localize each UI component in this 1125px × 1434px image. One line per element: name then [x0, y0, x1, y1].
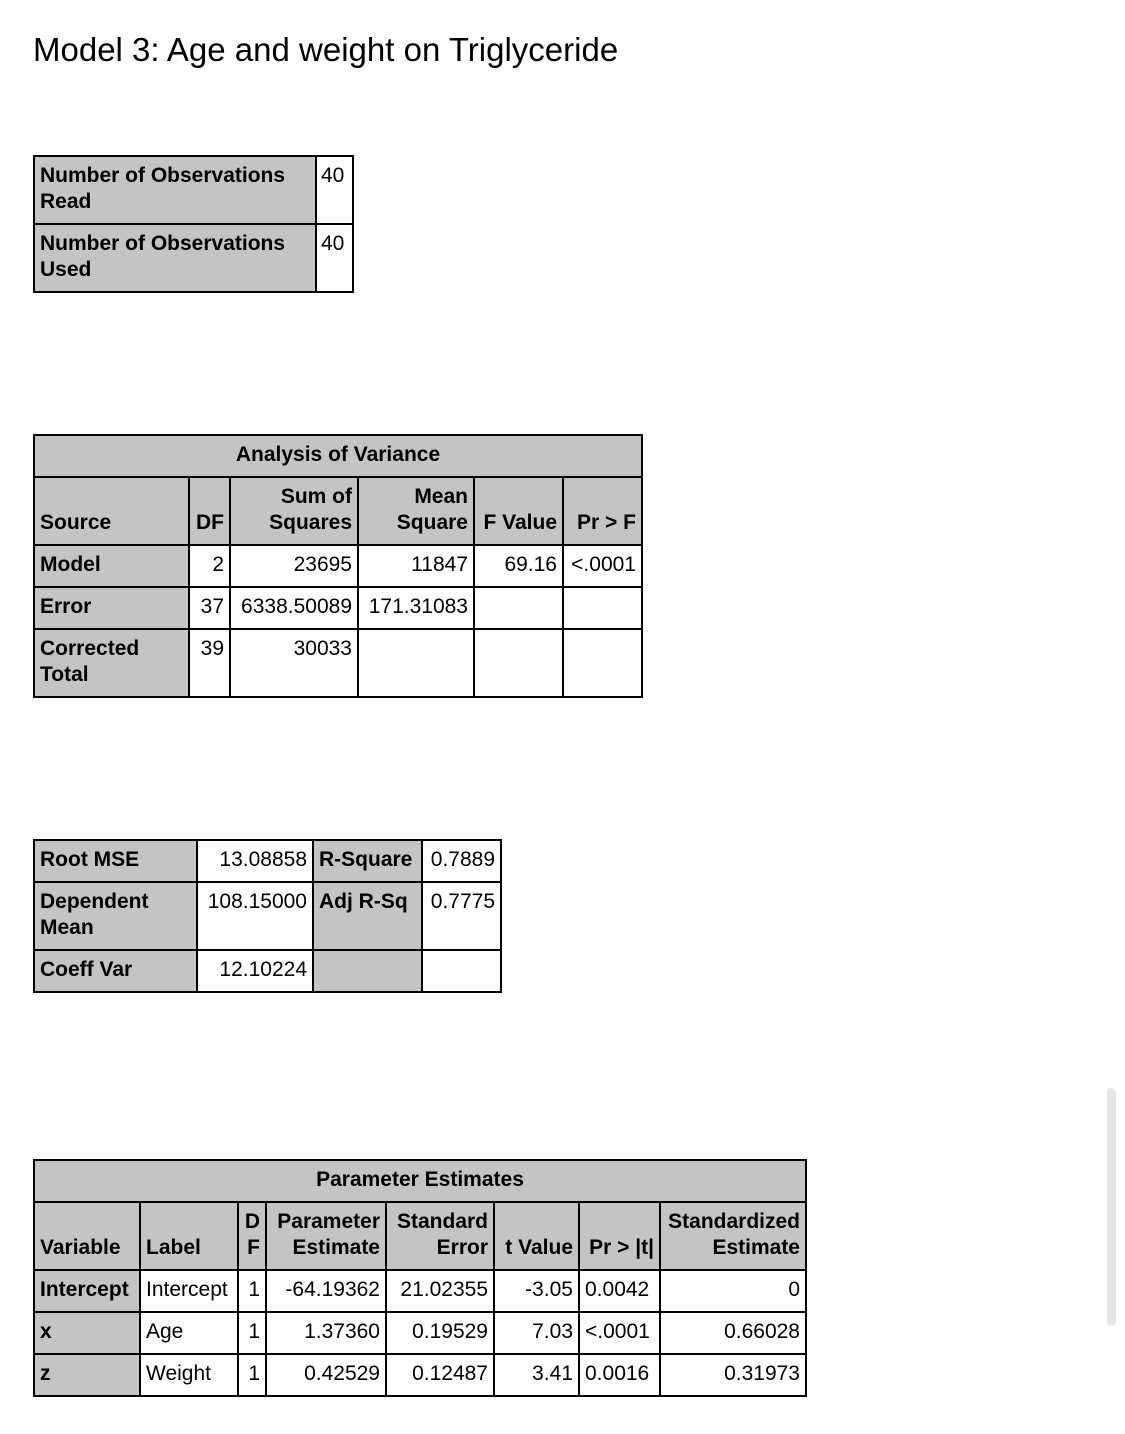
- params-col-label: Label: [140, 1202, 238, 1270]
- param-variable: Intercept: [34, 1270, 140, 1312]
- param-stderr: 21.02355: [386, 1270, 494, 1312]
- table-row: [34, 545, 642, 587]
- anova-ss: 23695: [230, 545, 358, 587]
- param-df: 1: [238, 1354, 266, 1396]
- anova-ms: 11847: [358, 545, 474, 587]
- anova-caption: Analysis of Variance: [34, 435, 642, 477]
- anova-col-df: DF: [189, 477, 230, 545]
- fit-value: 12.10224: [197, 950, 313, 992]
- anova-f: 69.16: [474, 545, 563, 587]
- param-label: Age: [140, 1312, 238, 1354]
- param-p: 0.0042: [579, 1270, 660, 1312]
- param-variable: z: [34, 1354, 140, 1396]
- anova-f: [474, 629, 563, 697]
- anova-table: [33, 434, 643, 698]
- anova-col-source: Source: [34, 477, 189, 545]
- anova-p: [563, 587, 642, 629]
- fit-label: R-Square: [313, 840, 422, 882]
- obs-used-label: Number of Observations Used: [34, 224, 316, 292]
- params-col-estimate: Parameter Estimate: [266, 1202, 386, 1270]
- table-row: [34, 629, 642, 697]
- param-variable: x: [34, 1312, 140, 1354]
- param-std-estimate: 0.31973: [660, 1354, 806, 1396]
- param-std-estimate: 0: [660, 1270, 806, 1312]
- params-col-df: DF: [238, 1202, 266, 1270]
- param-p: <.0001: [579, 1312, 660, 1354]
- param-estimate: 0.42529: [266, 1354, 386, 1396]
- param-label: Weight: [140, 1354, 238, 1396]
- obs-read-label: Number of Observations Read: [34, 156, 316, 224]
- anova-source: Error: [34, 587, 189, 629]
- parameter-estimates-table: [33, 1159, 807, 1397]
- fit-label: Dependent Mean: [34, 882, 197, 950]
- table-row: [34, 882, 501, 950]
- observations-table: [33, 155, 354, 293]
- anova-f: [474, 587, 563, 629]
- params-col-variable: Variable: [34, 1202, 140, 1270]
- anova-col-f: F Value: [474, 477, 563, 545]
- fit-value: 108.15000: [197, 882, 313, 950]
- fit-label: Adj R-Sq: [313, 882, 422, 950]
- anova-source: Model: [34, 545, 189, 587]
- fit-value: 13.08858: [197, 840, 313, 882]
- params-header-row: [34, 1202, 806, 1270]
- table-row: [34, 1270, 806, 1312]
- anova-ms: [358, 629, 474, 697]
- page-title: Model 3: Age and weight on Triglyceride: [33, 31, 619, 68]
- fit-label: Root MSE: [34, 840, 197, 882]
- anova-source: Corrected Total: [34, 629, 189, 697]
- param-estimate: 1.37360: [266, 1312, 386, 1354]
- fit-value: 0.7889: [422, 840, 501, 882]
- param-tvalue: 7.03: [494, 1312, 579, 1354]
- params-col-std-estimate: Standardized Estimate: [660, 1202, 806, 1270]
- vertical-scrollbar[interactable]: [1107, 1088, 1116, 1326]
- table-row: [34, 1312, 806, 1354]
- param-std-estimate: 0.66028: [660, 1312, 806, 1354]
- anova-ss: 30033: [230, 629, 358, 697]
- param-df: 1: [238, 1270, 266, 1312]
- obs-read-value: 40: [316, 156, 353, 224]
- table-row: [34, 840, 501, 882]
- param-label: Intercept: [140, 1270, 238, 1312]
- anova-p: <.0001: [563, 545, 642, 587]
- fit-label: [313, 950, 422, 992]
- params-col-p: Pr > |t|: [579, 1202, 660, 1270]
- table-row: [34, 950, 501, 992]
- table-row: [34, 156, 353, 224]
- anova-df: 39: [189, 629, 230, 697]
- anova-ss: 6338.50089: [230, 587, 358, 629]
- param-estimate: -64.19362: [266, 1270, 386, 1312]
- anova-df: 37: [189, 587, 230, 629]
- param-tvalue: 3.41: [494, 1354, 579, 1396]
- anova-col-ss: Sum of Squares: [230, 477, 358, 545]
- param-stderr: 0.19529: [386, 1312, 494, 1354]
- param-df: 1: [238, 1312, 266, 1354]
- anova-col-ms: Mean Square: [358, 477, 474, 545]
- anova-header-row: [34, 477, 642, 545]
- anova-ms: 171.31083: [358, 587, 474, 629]
- params-col-tvalue: t Value: [494, 1202, 579, 1270]
- params-col-stderr: Standard Error: [386, 1202, 494, 1270]
- param-p: 0.0016: [579, 1354, 660, 1396]
- param-stderr: 0.12487: [386, 1354, 494, 1396]
- fit-statistics-table: [33, 839, 502, 993]
- param-tvalue: -3.05: [494, 1270, 579, 1312]
- table-row: [34, 224, 353, 292]
- fit-value: 0.7775: [422, 882, 501, 950]
- params-caption: Parameter Estimates: [34, 1160, 806, 1202]
- anova-df: 2: [189, 545, 230, 587]
- obs-used-value: 40: [316, 224, 353, 292]
- anova-p: [563, 629, 642, 697]
- anova-col-p: Pr > F: [563, 477, 642, 545]
- table-row: [34, 1354, 806, 1396]
- fit-value: [422, 950, 501, 992]
- fit-label: Coeff Var: [34, 950, 197, 992]
- table-row: [34, 587, 642, 629]
